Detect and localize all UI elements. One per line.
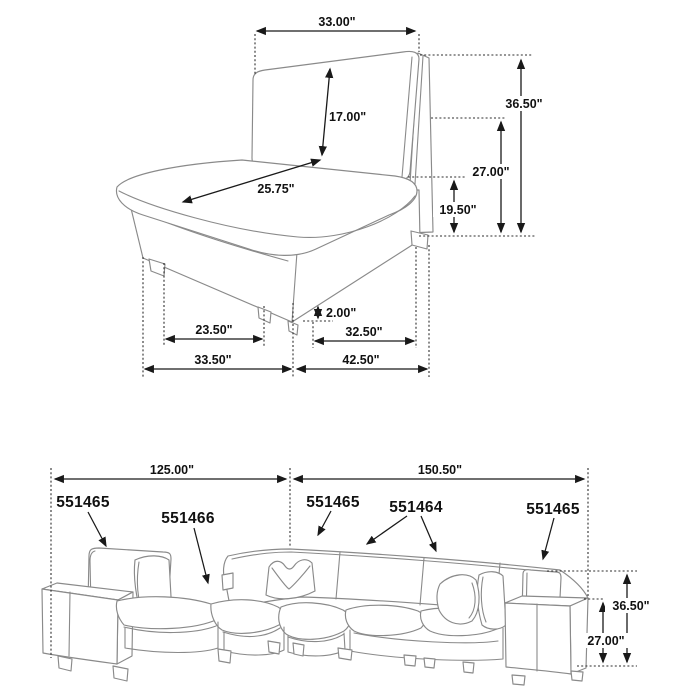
sku-label-armless-chairs: 551464 (389, 499, 443, 516)
sofa-leg (293, 643, 304, 656)
leader-armless-b (421, 516, 436, 551)
dim-overall-height: 36.50" (505, 97, 543, 111)
chair-leg-right (411, 231, 428, 249)
leader-armless-a (367, 516, 407, 544)
dim-front-width: 33.50" (194, 353, 232, 367)
dim-front-leg-spacing: 23.50" (195, 323, 233, 337)
dim-left-run: 125.00" (149, 463, 195, 477)
sofa-corner-side-strip (222, 573, 233, 590)
dim-overall-depth: 42.50" (342, 353, 380, 367)
leader-corner-module (318, 511, 331, 535)
sofa-leg (268, 641, 280, 654)
sofa-leg (113, 666, 128, 681)
sofa-seat-left-module (116, 597, 218, 629)
leader-ottoman (194, 528, 208, 583)
sofa-seat-ottoman (211, 600, 284, 634)
leader-right-module (543, 518, 554, 559)
dim-back-height: 27.00" (472, 165, 510, 179)
dim-seat-depth: 25.75" (257, 182, 295, 196)
leader-left-module (88, 512, 106, 546)
dim-leg-height: 2.00" (326, 306, 357, 320)
sofa-seat-corner (279, 603, 350, 640)
sofa-leg (404, 655, 416, 666)
sofa-leg (512, 675, 525, 685)
sofa-right-accent-pillow (437, 575, 479, 624)
dim-base-depth: 32.50" (345, 325, 383, 339)
dim-right-run: 150.50" (417, 463, 463, 477)
sofa-leg (338, 648, 352, 660)
sofa-leg (463, 662, 474, 673)
sku-label-ottoman: 551466 (161, 510, 215, 527)
sofa-leg (571, 671, 583, 681)
dim-seat-height: 19.50" (439, 203, 477, 217)
sofa-seat-armless-1 (345, 605, 424, 635)
sectional-sofa-drawing (42, 548, 588, 685)
sofa-leg (58, 656, 72, 671)
sku-label-right-module: 551465 (526, 501, 580, 518)
dim-back-cushion: 17.00" (329, 110, 367, 124)
sofa-left-arm-front (42, 589, 118, 664)
sofa-leg (424, 658, 435, 668)
sofa-leg (218, 649, 231, 663)
sofa-right-arm-front (505, 603, 571, 674)
sku-label-corner-module: 551465 (306, 494, 360, 511)
sku-label-left-module: 551465 (56, 494, 110, 511)
dim-sofa-height: 36.50" (612, 599, 650, 613)
dim-arm-height: 27.00" (587, 634, 625, 648)
dim-back-width: 33.00" (318, 15, 356, 29)
